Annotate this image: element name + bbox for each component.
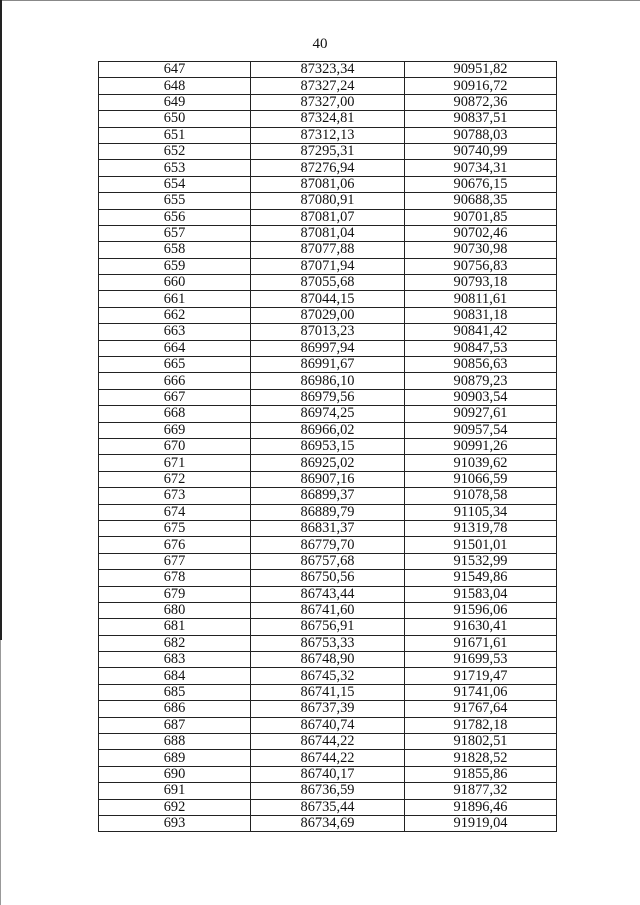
point-number-cell: 684 [99,668,251,684]
point-number-cell: 666 [99,373,251,389]
table-row [99,799,557,815]
point-number-cell: 669 [99,422,251,438]
table-row [99,586,557,602]
y-coordinate-cell: 90991,26 [405,438,557,454]
point-number-cell: 659 [99,258,251,274]
y-coordinate-cell: 90701,85 [405,209,557,225]
point-number-cell: 678 [99,570,251,586]
y-coordinate-cell: 90734,31 [405,160,557,176]
point-number-cell: 663 [99,324,251,340]
point-number-cell: 657 [99,225,251,241]
point-number-cell: 670 [99,438,251,454]
y-coordinate-cell: 91078,58 [405,488,557,504]
table-row [99,307,557,323]
y-coordinate-cell: 90927,61 [405,406,557,422]
table-row [99,94,557,110]
table-row [99,520,557,536]
table-row [99,127,557,143]
table-row [99,537,557,553]
y-coordinate-cell: 90879,23 [405,373,557,389]
x-coordinate-cell: 86740,74 [251,717,405,733]
table-row [99,275,557,291]
x-coordinate-cell: 87044,15 [251,291,405,307]
table-row [99,258,557,274]
table-row [99,160,557,176]
x-coordinate-cell: 86735,44 [251,799,405,815]
x-coordinate-cell: 86979,56 [251,389,405,405]
y-coordinate-cell: 90856,63 [405,357,557,373]
point-number-cell: 662 [99,307,251,323]
x-coordinate-cell: 86743,44 [251,586,405,602]
point-number-cell: 686 [99,701,251,717]
y-coordinate-cell: 91896,46 [405,799,557,815]
point-number-cell: 660 [99,275,251,291]
point-number-cell: 655 [99,193,251,209]
point-number-cell: 676 [99,537,251,553]
y-coordinate-cell: 91782,18 [405,717,557,733]
x-coordinate-cell: 86744,22 [251,734,405,750]
table-row [99,602,557,618]
x-coordinate-cell: 86756,91 [251,619,405,635]
point-number-cell: 668 [99,406,251,422]
x-coordinate-cell: 87312,13 [251,127,405,143]
point-number-cell: 665 [99,357,251,373]
table-row [99,488,557,504]
y-coordinate-cell: 91741,06 [405,684,557,700]
point-number-cell: 689 [99,750,251,766]
y-coordinate-cell: 91630,41 [405,619,557,635]
y-coordinate-cell: 90756,83 [405,258,557,274]
y-coordinate-cell: 90916,72 [405,78,557,94]
x-coordinate-cell: 87081,07 [251,209,405,225]
point-number-cell: 692 [99,799,251,815]
scan-top-edge [0,0,640,1]
point-number-cell: 685 [99,684,251,700]
x-coordinate-cell: 86899,37 [251,488,405,504]
y-coordinate-cell: 90793,18 [405,275,557,291]
x-coordinate-cell: 86925,02 [251,455,405,471]
y-coordinate-cell: 90811,61 [405,291,557,307]
table-row [99,62,557,78]
table-row [99,357,557,373]
y-coordinate-cell: 91105,34 [405,504,557,520]
point-number-cell: 673 [99,488,251,504]
x-coordinate-cell: 86974,25 [251,406,405,422]
y-coordinate-cell: 90841,42 [405,324,557,340]
table-row [99,193,557,209]
x-coordinate-cell: 86757,68 [251,553,405,569]
x-coordinate-cell: 86748,90 [251,652,405,668]
table-row [99,209,557,225]
point-number-cell: 679 [99,586,251,602]
x-coordinate-cell: 87013,23 [251,324,405,340]
table-row [99,324,557,340]
table-row [99,438,557,454]
point-number-cell: 658 [99,242,251,258]
y-coordinate-cell: 90676,15 [405,176,557,192]
x-coordinate-cell: 86734,69 [251,815,405,831]
x-coordinate-cell: 86745,32 [251,668,405,684]
y-coordinate-cell: 91828,52 [405,750,557,766]
table-row [99,766,557,782]
point-number-cell: 688 [99,734,251,750]
y-coordinate-cell: 90702,46 [405,225,557,241]
table-row [99,815,557,831]
x-coordinate-cell: 87029,00 [251,307,405,323]
point-number-cell: 647 [99,62,251,78]
table-row [99,570,557,586]
coordinates-table [98,61,557,832]
table-row [99,406,557,422]
x-coordinate-cell: 86737,39 [251,701,405,717]
x-coordinate-cell: 86736,59 [251,783,405,799]
y-coordinate-cell: 91532,99 [405,553,557,569]
point-number-cell: 648 [99,78,251,94]
point-number-cell: 674 [99,504,251,520]
x-coordinate-cell: 87295,31 [251,143,405,159]
point-number-cell: 687 [99,717,251,733]
point-number-cell: 682 [99,635,251,651]
table-row [99,783,557,799]
table-row [99,422,557,438]
y-coordinate-cell: 90688,35 [405,193,557,209]
table-row [99,291,557,307]
x-coordinate-cell: 86831,37 [251,520,405,536]
table-row [99,143,557,159]
point-number-cell: 677 [99,553,251,569]
table-row [99,553,557,569]
y-coordinate-cell: 91549,86 [405,570,557,586]
table-row [99,619,557,635]
point-number-cell: 693 [99,815,251,831]
y-coordinate-cell: 91719,47 [405,668,557,684]
y-coordinate-cell: 91066,59 [405,471,557,487]
table-row [99,176,557,192]
x-coordinate-cell: 87327,00 [251,94,405,110]
coordinates-table-body [99,62,557,832]
point-number-cell: 680 [99,602,251,618]
x-coordinate-cell: 87081,04 [251,225,405,241]
y-coordinate-cell: 91699,53 [405,652,557,668]
y-coordinate-cell: 90951,82 [405,62,557,78]
y-coordinate-cell: 91501,01 [405,537,557,553]
point-number-cell: 672 [99,471,251,487]
y-coordinate-cell: 91919,04 [405,815,557,831]
y-coordinate-cell: 91039,62 [405,455,557,471]
x-coordinate-cell: 87276,94 [251,160,405,176]
point-number-cell: 656 [99,209,251,225]
x-coordinate-cell: 87327,24 [251,78,405,94]
scan-left-edge [0,0,2,640]
point-number-cell: 691 [99,783,251,799]
table-row [99,684,557,700]
point-number-cell: 667 [99,389,251,405]
x-coordinate-cell: 87077,88 [251,242,405,258]
y-coordinate-cell: 90831,18 [405,307,557,323]
x-coordinate-cell: 86991,67 [251,357,405,373]
y-coordinate-cell: 91877,32 [405,783,557,799]
point-number-cell: 671 [99,455,251,471]
x-coordinate-cell: 86740,17 [251,766,405,782]
y-coordinate-cell: 91596,06 [405,602,557,618]
y-coordinate-cell: 90903,54 [405,389,557,405]
y-coordinate-cell: 90837,51 [405,111,557,127]
table-row [99,701,557,717]
x-coordinate-cell: 87071,94 [251,258,405,274]
point-number-cell: 681 [99,619,251,635]
y-coordinate-cell: 90872,36 [405,94,557,110]
y-coordinate-cell: 90740,99 [405,143,557,159]
table-row [99,504,557,520]
y-coordinate-cell: 91767,64 [405,701,557,717]
x-coordinate-cell: 86986,10 [251,373,405,389]
x-coordinate-cell: 86889,79 [251,504,405,520]
x-coordinate-cell: 87080,91 [251,193,405,209]
y-coordinate-cell: 90730,98 [405,242,557,258]
table-row [99,471,557,487]
point-number-cell: 661 [99,291,251,307]
table-row [99,242,557,258]
point-number-cell: 650 [99,111,251,127]
table-row [99,340,557,356]
table-row [99,652,557,668]
table-row [99,734,557,750]
point-number-cell: 690 [99,766,251,782]
table-row [99,750,557,766]
y-coordinate-cell: 91583,04 [405,586,557,602]
y-coordinate-cell: 91802,51 [405,734,557,750]
table-row [99,111,557,127]
scan-left-edge-faint [0,640,1,905]
point-number-cell: 653 [99,160,251,176]
table-row [99,78,557,94]
point-number-cell: 651 [99,127,251,143]
x-coordinate-cell: 87081,06 [251,176,405,192]
table-row [99,455,557,471]
x-coordinate-cell: 86744,22 [251,750,405,766]
table-row [99,668,557,684]
table-row [99,373,557,389]
x-coordinate-cell: 87055,68 [251,275,405,291]
point-number-cell: 664 [99,340,251,356]
x-coordinate-cell: 86966,02 [251,422,405,438]
x-coordinate-cell: 86997,94 [251,340,405,356]
x-coordinate-cell: 86953,15 [251,438,405,454]
x-coordinate-cell: 86907,16 [251,471,405,487]
y-coordinate-cell: 90847,53 [405,340,557,356]
table-row [99,635,557,651]
table-row [99,225,557,241]
point-number-cell: 683 [99,652,251,668]
y-coordinate-cell: 90788,03 [405,127,557,143]
point-number-cell: 652 [99,143,251,159]
table-row [99,717,557,733]
y-coordinate-cell: 91671,61 [405,635,557,651]
x-coordinate-cell: 86753,33 [251,635,405,651]
x-coordinate-cell: 86750,56 [251,570,405,586]
y-coordinate-cell: 91319,78 [405,520,557,536]
y-coordinate-cell: 91855,86 [405,766,557,782]
table-row [99,389,557,405]
y-coordinate-cell: 90957,54 [405,422,557,438]
point-number-cell: 675 [99,520,251,536]
x-coordinate-cell: 86779,70 [251,537,405,553]
point-number-cell: 649 [99,94,251,110]
x-coordinate-cell: 86741,15 [251,684,405,700]
x-coordinate-cell: 86741,60 [251,602,405,618]
x-coordinate-cell: 87324,81 [251,111,405,127]
page-number: 40 [312,36,328,52]
x-coordinate-cell: 87323,34 [251,62,405,78]
point-number-cell: 654 [99,176,251,192]
